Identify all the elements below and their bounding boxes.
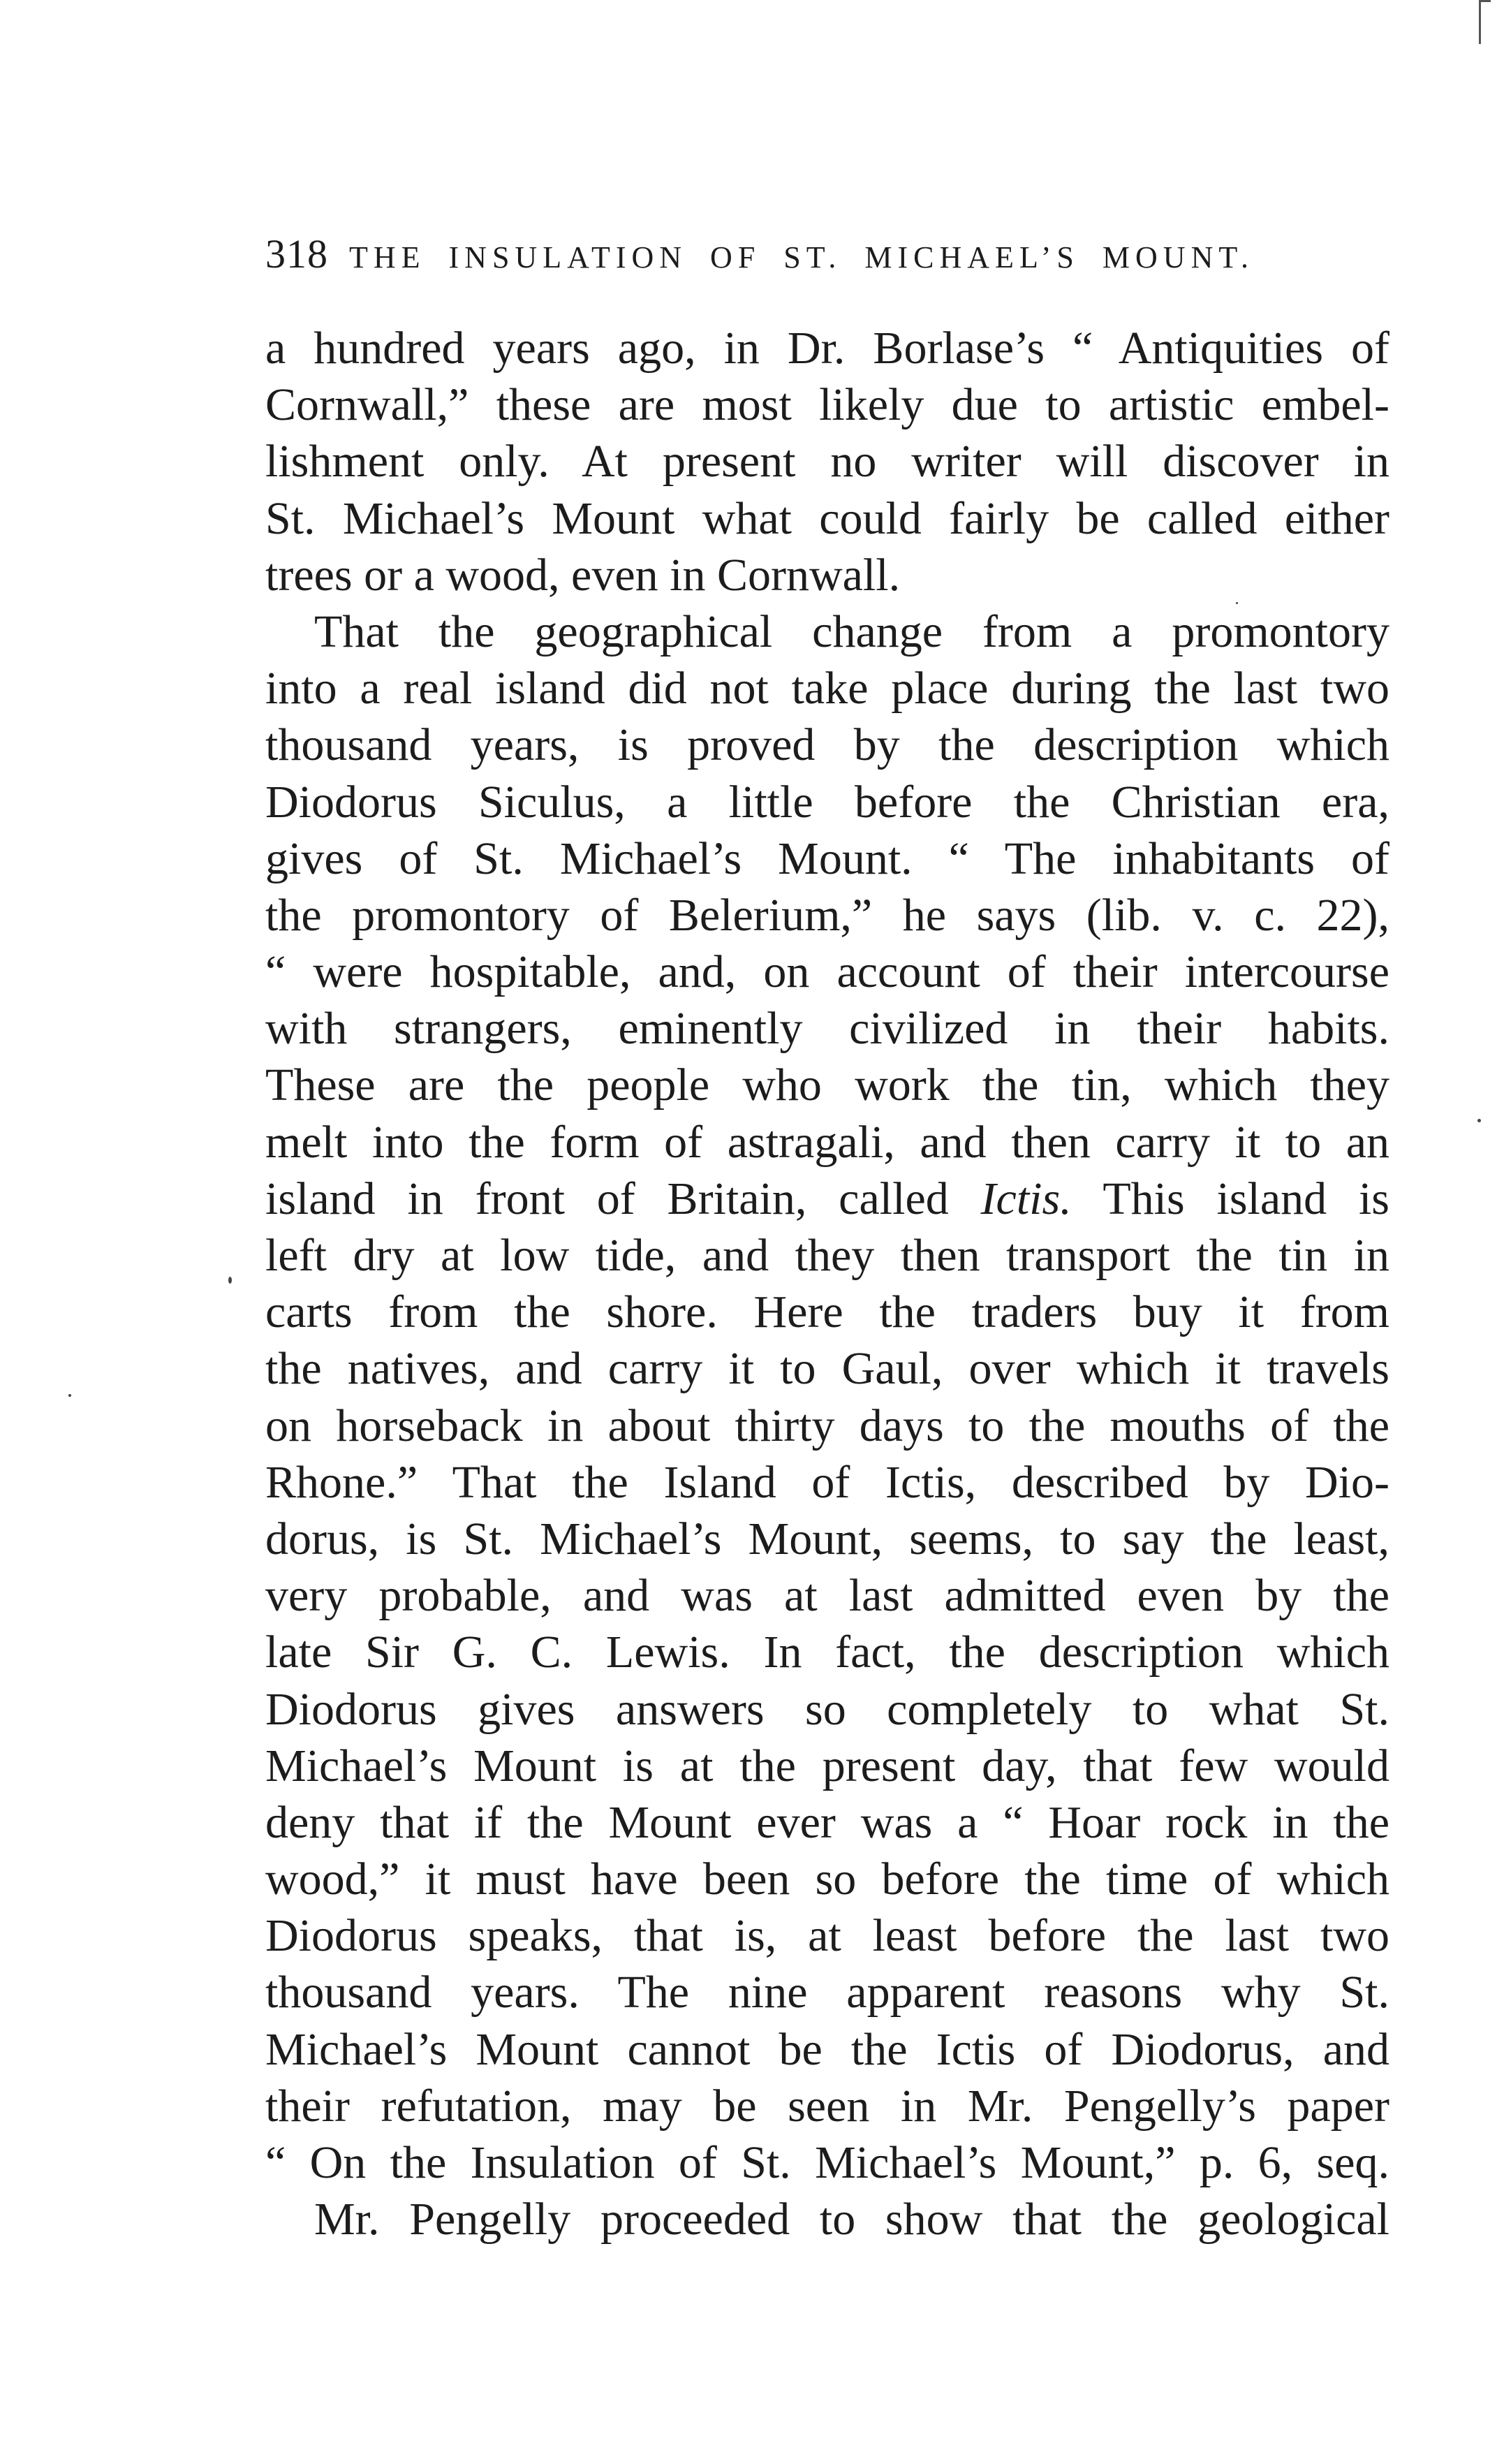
text-line: with strangers, eminently civilized in their habits. (265, 1003, 1389, 1055)
text-line: Rhone.” That the Island of Ictis, described by Dio- (265, 1456, 1389, 1508)
text-line: Mr. Pengelly proceeded to show that the geological (314, 2194, 1389, 2245)
text-line: their refutation, may be seen in Mr. Pengelly’s paper (265, 2080, 1389, 2132)
margin-mark (1479, 0, 1491, 44)
text-line: “ On the Insulation of St. Michael’s Mount,” p. 6, seq. (265, 2137, 1389, 2188)
text-line: the promontory of Belerium,” he says (lib. v. c. 22), (265, 889, 1389, 941)
text-line: These are the people who work the tin, which they (265, 1059, 1389, 1111)
text-line: lishment only. At present no writer will discover in (265, 436, 1389, 487)
text-line: Michael’s Mount is at the present day, that few would (265, 1740, 1389, 1791)
text-segment: This island is (1071, 1173, 1389, 1224)
text-line: Cornwall,” these are most likely due to artistic embel- (265, 379, 1389, 431)
text-line: very probable, and was at last admitted even by the (265, 1570, 1389, 1622)
text-line: That the geographical change from a promontory (314, 606, 1389, 657)
text-line: carts from the shore. Here the traders buy it from (265, 1286, 1389, 1338)
text-line: thousand years. The nine apparent reasons why St. (265, 1967, 1389, 2018)
text-line: on horseback in about thirty days to the mouths of the (265, 1400, 1389, 1451)
italic-word: Ictis. (980, 1173, 1072, 1224)
text-line (265, 1171, 1389, 1227)
text-line: “ were hospitable, and, on account of their intercourse (265, 946, 1389, 998)
page-body (265, 320, 1389, 2247)
text-line: wood,” it must have been so before the time of which (265, 1854, 1389, 1905)
running-header (265, 230, 1389, 286)
text-line: into a real island did not take place during the last two (265, 663, 1389, 714)
text-line: Michael’s Mount cannot be the Ictis of Diodorus, and (265, 2023, 1389, 2075)
text-line: the natives, and carry it to Gaul, over which it travels (265, 1343, 1389, 1395)
ink-speck (1477, 1119, 1481, 1122)
text-line: St. Michael’s Mount what could fairly be called either (265, 492, 1389, 544)
text-line: late Sir G. C. Lewis. In fact, the description which (265, 1627, 1389, 1678)
text-line: melt into the form of astragali, and then carry it to an (265, 1116, 1389, 1168)
ink-speck (1236, 602, 1238, 604)
ink-speck (68, 1394, 71, 1397)
text-line: deny that if the Mount ever was a “ Hoar rock in the (265, 1796, 1389, 1848)
text-line: Diodorus gives answers so completely to what St. (265, 1683, 1389, 1735)
text-line: thousand years, is proved by the description which (265, 719, 1389, 771)
text-line: Diodorus speaks, that is, at least before the last two (265, 1910, 1389, 1962)
page-number: 318 (265, 231, 328, 277)
text-line: a hundred years ago, in Dr. Borlase’s “ Antiquities of (265, 323, 1389, 374)
text-segment: island in front of Britain, called (265, 1173, 981, 1224)
ink-speck (228, 1277, 232, 1284)
text-line: gives of St. Michael’s Mount. “ The inhabitants of (265, 833, 1389, 884)
text-line: dorus, is St. Michael’s Mount, seems, to say the least, (265, 1513, 1389, 1564)
text-line: Diodorus Siculus, a little before the Christian era, (265, 776, 1389, 828)
text-line: left dry at low tide, and they then transport the tin in (265, 1230, 1389, 1281)
running-title: THE INSULATION OF ST. MICHAEL’S MOUNT. (349, 240, 1254, 274)
text-line: trees or a wood, even in Cornwall. (265, 549, 901, 601)
